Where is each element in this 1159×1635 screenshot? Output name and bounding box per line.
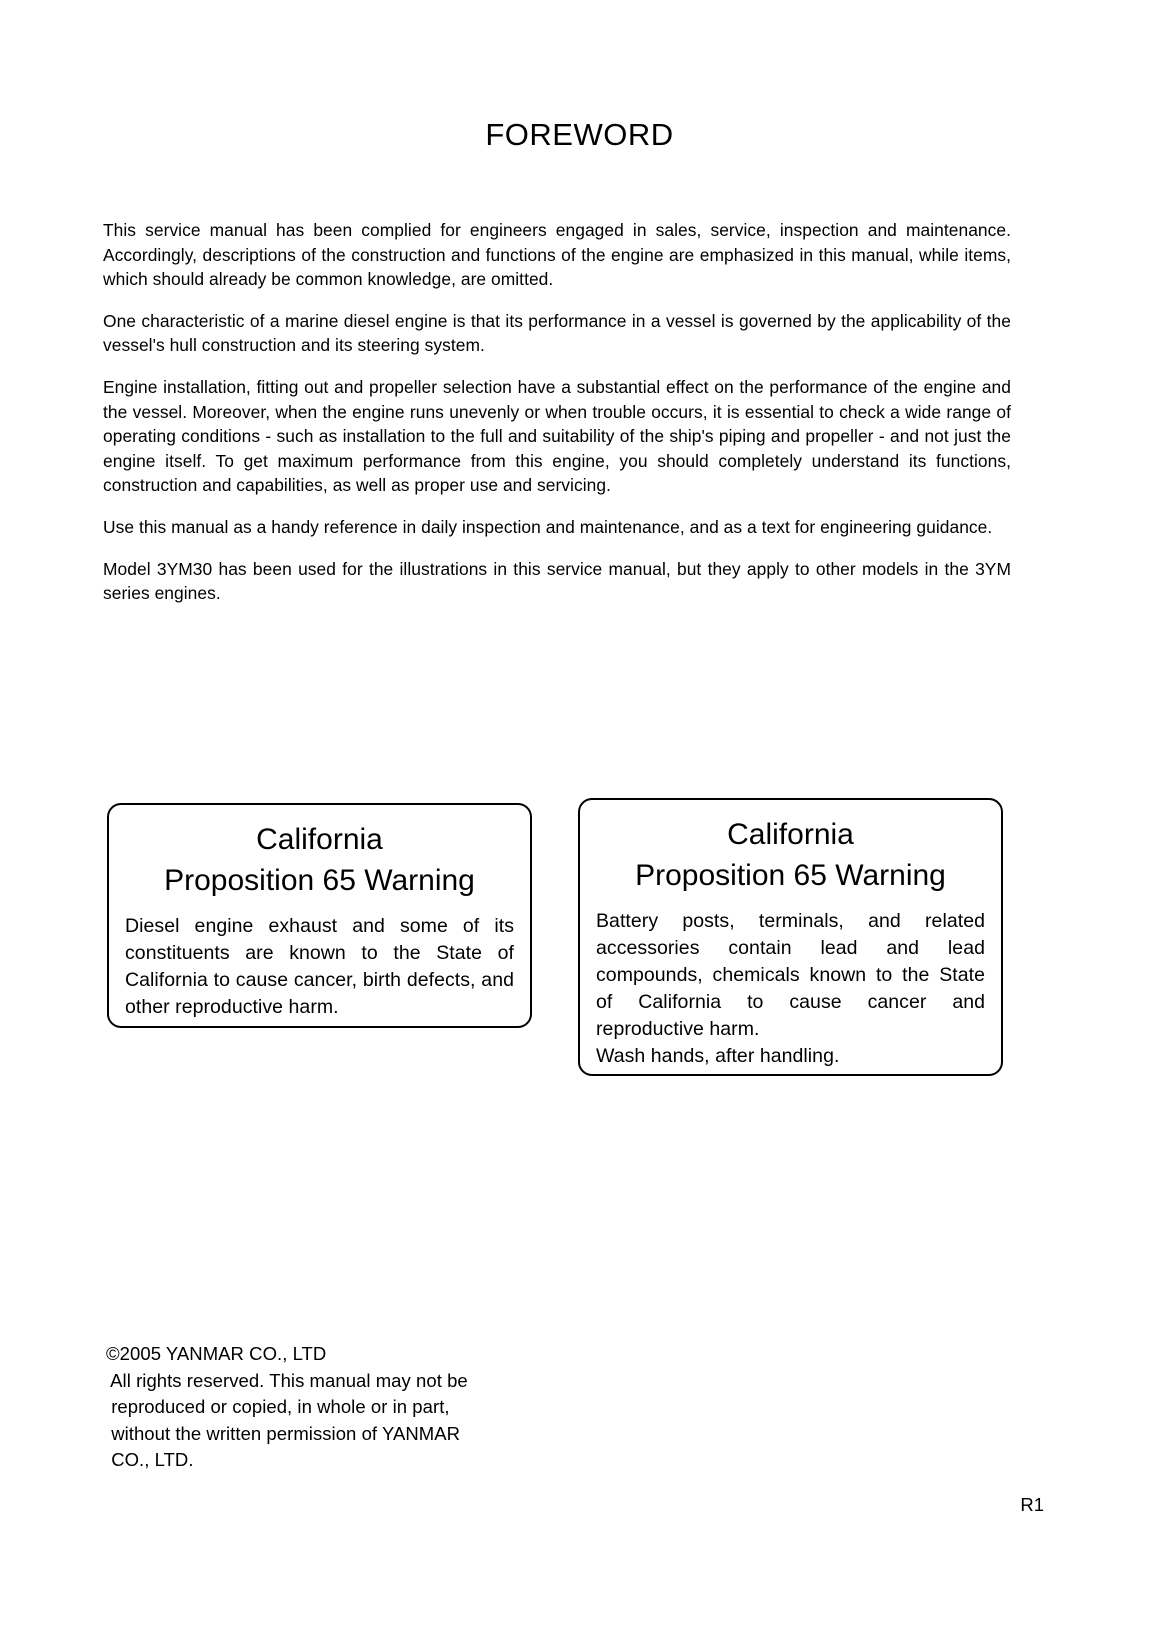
prop65-heading-line-2: Proposition 65 Warning [635, 859, 946, 892]
prop65-heading-line-1: California [727, 818, 854, 851]
copyright-line: ©2005 YANMAR CO., LTD [106, 1343, 327, 1364]
prop65-heading [125, 819, 514, 901]
prop65-heading [596, 814, 985, 896]
prop65-heading-line-1: California [256, 823, 383, 856]
foreword-paragraph: Model 3YM30 has been used for the illustrations in this service manual, but they apply to other models in the 3YM series engines. [103, 558, 1011, 604]
copyright-line: reproduced or copied, in whole or in part, [106, 1396, 450, 1417]
copyright-line: All rights reserved. This manual may not be [106, 1369, 468, 1391]
warning-boxes-group [0, 803, 1159, 1093]
copyright-line: CO., LTD. [106, 1449, 194, 1470]
copyright-notice [106, 1341, 626, 1474]
foreword-paragraph: One characteristic of a marine diesel engine is that its performance in a vessel is governed by the applicability of the vessel's hull construction and its steering system. [103, 310, 1011, 356]
prop65-warning-box-battery [578, 798, 1003, 1076]
foreword-paragraph: Engine installation, fitting out and propeller selection have a substantial effect on the performance of the engine and the vessel. Moreover, when the engine runs unevenly or when trouble occurs, it is essential to check a wide range of operating conditions - such as installation to the full and suitability of the ship's piping and propeller - and not just the engine itself. To get maximum performance from this engine, you should completely understand its functions, construction and capabilities, as well as proper use and servicing. [103, 376, 1011, 496]
prop65-body-main: Battery posts, terminals, and related accessories contain lead and lead compounds, chemicals known to the State of California to cause cancer and reproductive harm. [596, 910, 985, 1040]
prop65-body-text [596, 908, 985, 1070]
foreword-paragraph: This service manual has been complied for engineers engaged in sales, service, inspection and maintenance. Accordingly, descriptions of the construction and functions of the engine are emphasized in this manual, while items, which should already be common knowledge, are omitted. [103, 220, 1011, 290]
page-number: R1 [1020, 1494, 1044, 1515]
prop65-heading-line-2: Proposition 65 Warning [164, 864, 475, 897]
foreword-body [103, 218, 1011, 606]
copyright-line: without the written permission of YANMAR [106, 1422, 461, 1444]
prop65-warning-box-diesel-exhaust [107, 803, 532, 1028]
prop65-body-text: Diesel engine exhaust and some of its constituents are known to the State of California to cause cancer, birth defects, and other reproductive harm. [125, 915, 514, 1018]
page-title: FOREWORD [485, 117, 674, 152]
prop65-body-tail: Wash hands, after handling. [596, 1045, 840, 1067]
foreword-paragraph: Use this manual as a handy reference in daily inspection and maintenance, and as a text for engineering guidance. [103, 516, 993, 537]
